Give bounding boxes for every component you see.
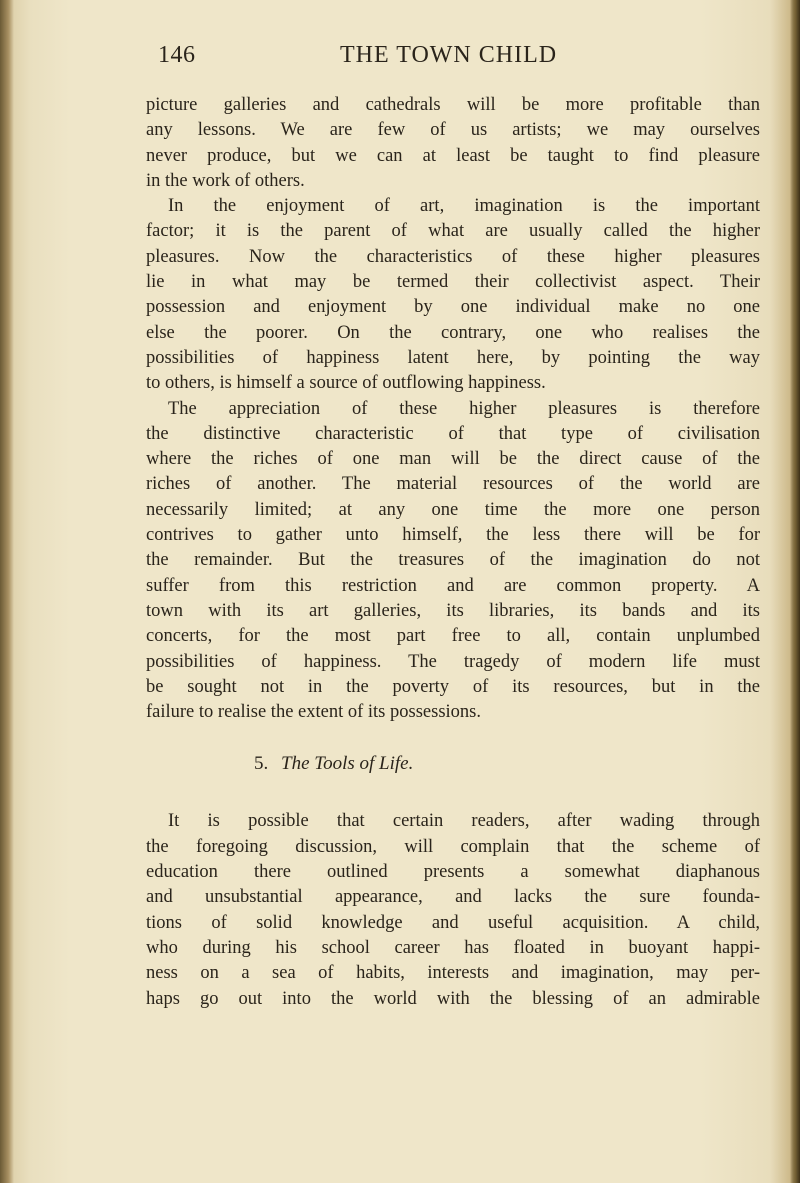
text-line: be sought not in the poverty of its resources, but in the — [146, 676, 760, 697]
text-line: the distinctive characteristic of that type of civilisation — [146, 423, 760, 444]
text-line: contrives to gather unto himself, the less there will be for — [146, 525, 760, 546]
text-line: pleasures. Now the characteristics of these higher pleasures — [146, 246, 760, 267]
text-line: riches of another. The material resources of the world are — [146, 474, 760, 495]
text-line: education there outlined presents a somewhat diaphanous — [146, 862, 760, 883]
paragraph — [146, 397, 760, 726]
text-line: any lessons. We are few of us artists; we may ourselves — [146, 120, 760, 141]
text-line: possibilities of happiness latent here, by pointing the way — [146, 347, 760, 368]
paragraph — [146, 194, 760, 396]
text-line: where the riches of one man will be the direct cause of the — [146, 449, 760, 470]
section-number: 5. — [254, 753, 269, 775]
text-line: factor; it is the parent of what are usually called the higher — [146, 221, 760, 242]
text-line: suffer from this restriction and are common property. A — [146, 575, 760, 596]
text-line: ness on a sea of habits, interests and imagination, may per- — [146, 963, 760, 984]
text-line: and unsubstantial appearance, and lacks the sure founda- — [146, 887, 760, 908]
text-line: possibilities of happiness. The tragedy of modern life must — [146, 651, 760, 672]
text-line: the foregoing discussion, will complain that the scheme of — [146, 836, 760, 857]
text-line: in the work of others. — [146, 170, 305, 191]
text-line: The appreciation of these higher pleasures is therefore — [168, 398, 760, 419]
page-number: 146 — [158, 42, 196, 68]
section-heading — [146, 725, 760, 809]
section-title: The Tools of Life. — [281, 753, 414, 775]
text-line: concerts, for the most part free to all, contain unplumbed — [146, 626, 760, 647]
text-line: to others, is himself a source of outflowing happiness. — [146, 373, 546, 394]
text-line: necessarily limited; at any one time the more one person — [146, 499, 760, 520]
text-line: never produce, but we can at least be taught to find pleasure — [146, 145, 760, 166]
text-line: failure to realise the extent of its possessions. — [146, 702, 481, 723]
text-line: town with its art galleries, its libraries, its bands and its — [146, 600, 760, 621]
page-binding-edge — [0, 0, 14, 1183]
text-line: haps go out into the world with the blessing of an admirable — [146, 988, 760, 1009]
text-line: It is possible that certain readers, after wading through — [168, 811, 760, 832]
text-line: picture galleries and cathedrals will be more profitable than — [146, 95, 760, 115]
text-line: else the poorer. On the contrary, one who realises the — [146, 322, 760, 343]
running-title: THE TOWN CHILD — [340, 42, 558, 68]
text-line: lie in what may be termed their collectivist aspect. Their — [146, 272, 760, 293]
text-line: possession and enjoyment by one individual make no one — [146, 297, 760, 318]
text-line: who during his school career has floated in buoyant happi- — [146, 937, 760, 958]
page-fore-edge — [790, 0, 800, 1183]
paragraph — [146, 809, 760, 1011]
paragraph — [146, 93, 760, 194]
text-line: the remainder. But the treasures of the imagination do not — [146, 550, 760, 571]
page-body — [146, 93, 760, 1012]
text-line: In the enjoyment of art, imagination is the important — [168, 196, 760, 217]
text-line: tions of solid knowledge and useful acquisition. A child, — [146, 912, 760, 933]
running-head — [158, 34, 598, 74]
